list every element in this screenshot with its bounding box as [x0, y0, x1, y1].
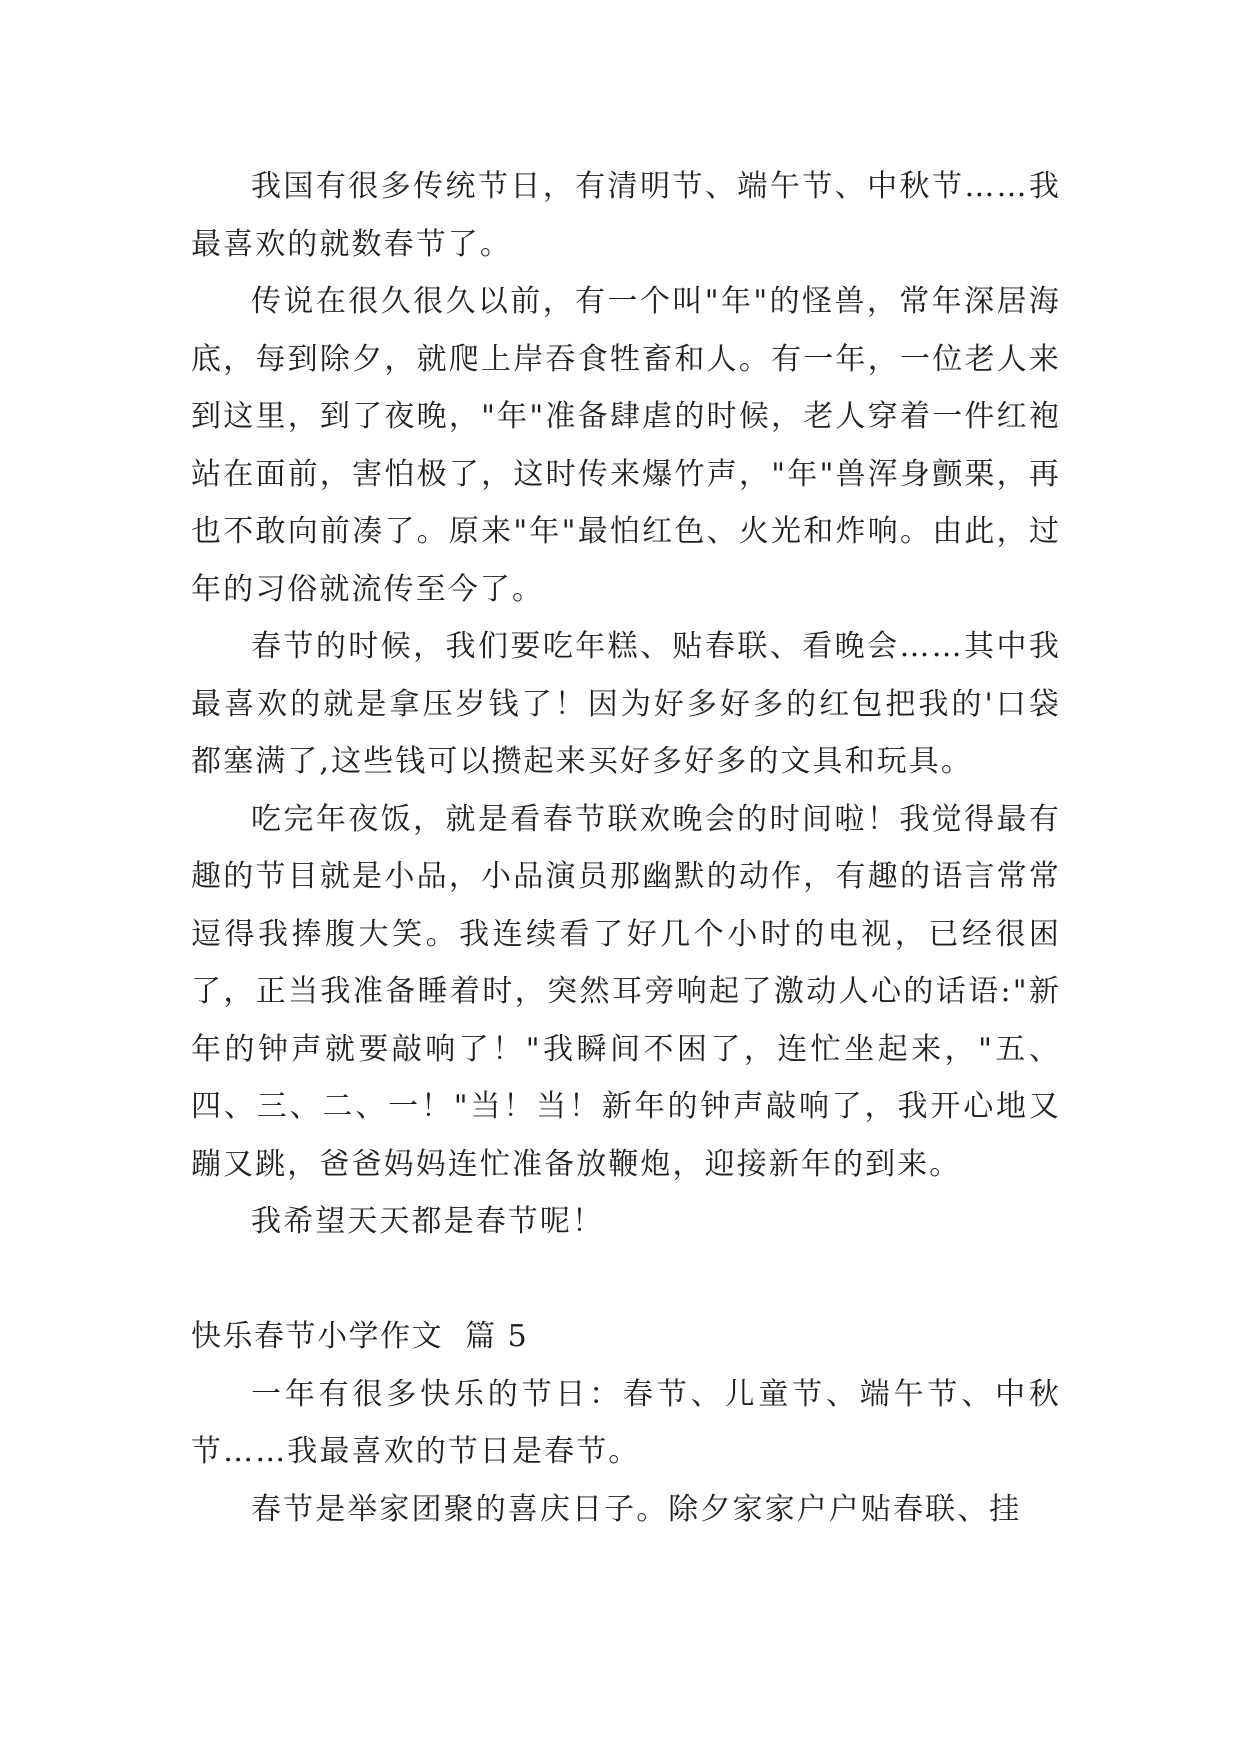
- paragraph-3: 春节的时候，我们要吃年糕、贴春联、看晚会……其中我最喜欢的就是拿压岁钱了！因为好多好多的红包把我的'口袋都塞满了,这些钱可以攒起来买好多好多的文具和玩具。: [191, 629, 1061, 779]
- paragraph-1: 我国有很多传统节日，有清明节、端午节、中秋节……我最喜欢的就数春节了。: [191, 169, 1061, 262]
- paragraph-2: 传说在很久很久以前，有一个叫"年"的怪兽，常年深居海底，每到除夕，就爬上岸吞食牲畜和人。有一年，一位老人来到这里，到了夜晚，"年"准备肆虐的时候，老人穿着一件红袍站在面前，害怕极了，这时传来爆竹声，"年"兽浑身颤栗，再也不敢向前凑了。原来"年"最怕红色、火光和炸响。由此，过年的习俗就流传至今了。: [191, 284, 1061, 607]
- section-heading: 快乐春节小学作文 篇 5: [191, 1319, 529, 1354]
- section-gap: [191, 1251, 1061, 1309]
- paragraph-5: 我希望天天都是春节呢！: [251, 1204, 605, 1239]
- document-body: [191, 158, 1061, 1538]
- paragraph-6: 一年有很多快乐的节日：春节、儿童节、端午节、中秋节……我最喜欢的节日是春节。: [191, 1376, 1061, 1469]
- paragraph-4: 吃完年夜饭，就是看春节联欢晚会的时间啦！我觉得最有趣的节目就是小品，小品演员那幽默的动作，有趣的语言常常逗得我捧腹大笑。我连续看了好几个小时的电视，已经很困了，正当我准备睡着时，突然耳旁响起了激动人心的话语:"新年的钟声就要敲响了！"我瞬间不困了，连忙坐起来，"五、四、三、二、一！"当！当！新年的钟声敲响了，我开心地又蹦又跳，爸爸妈妈连忙准备放鞭炮，迎接新年的到来。: [191, 801, 1061, 1182]
- paragraph-7: 春节是举家团聚的喜庆日子。除夕家家户户贴春联、挂: [251, 1491, 1022, 1527]
